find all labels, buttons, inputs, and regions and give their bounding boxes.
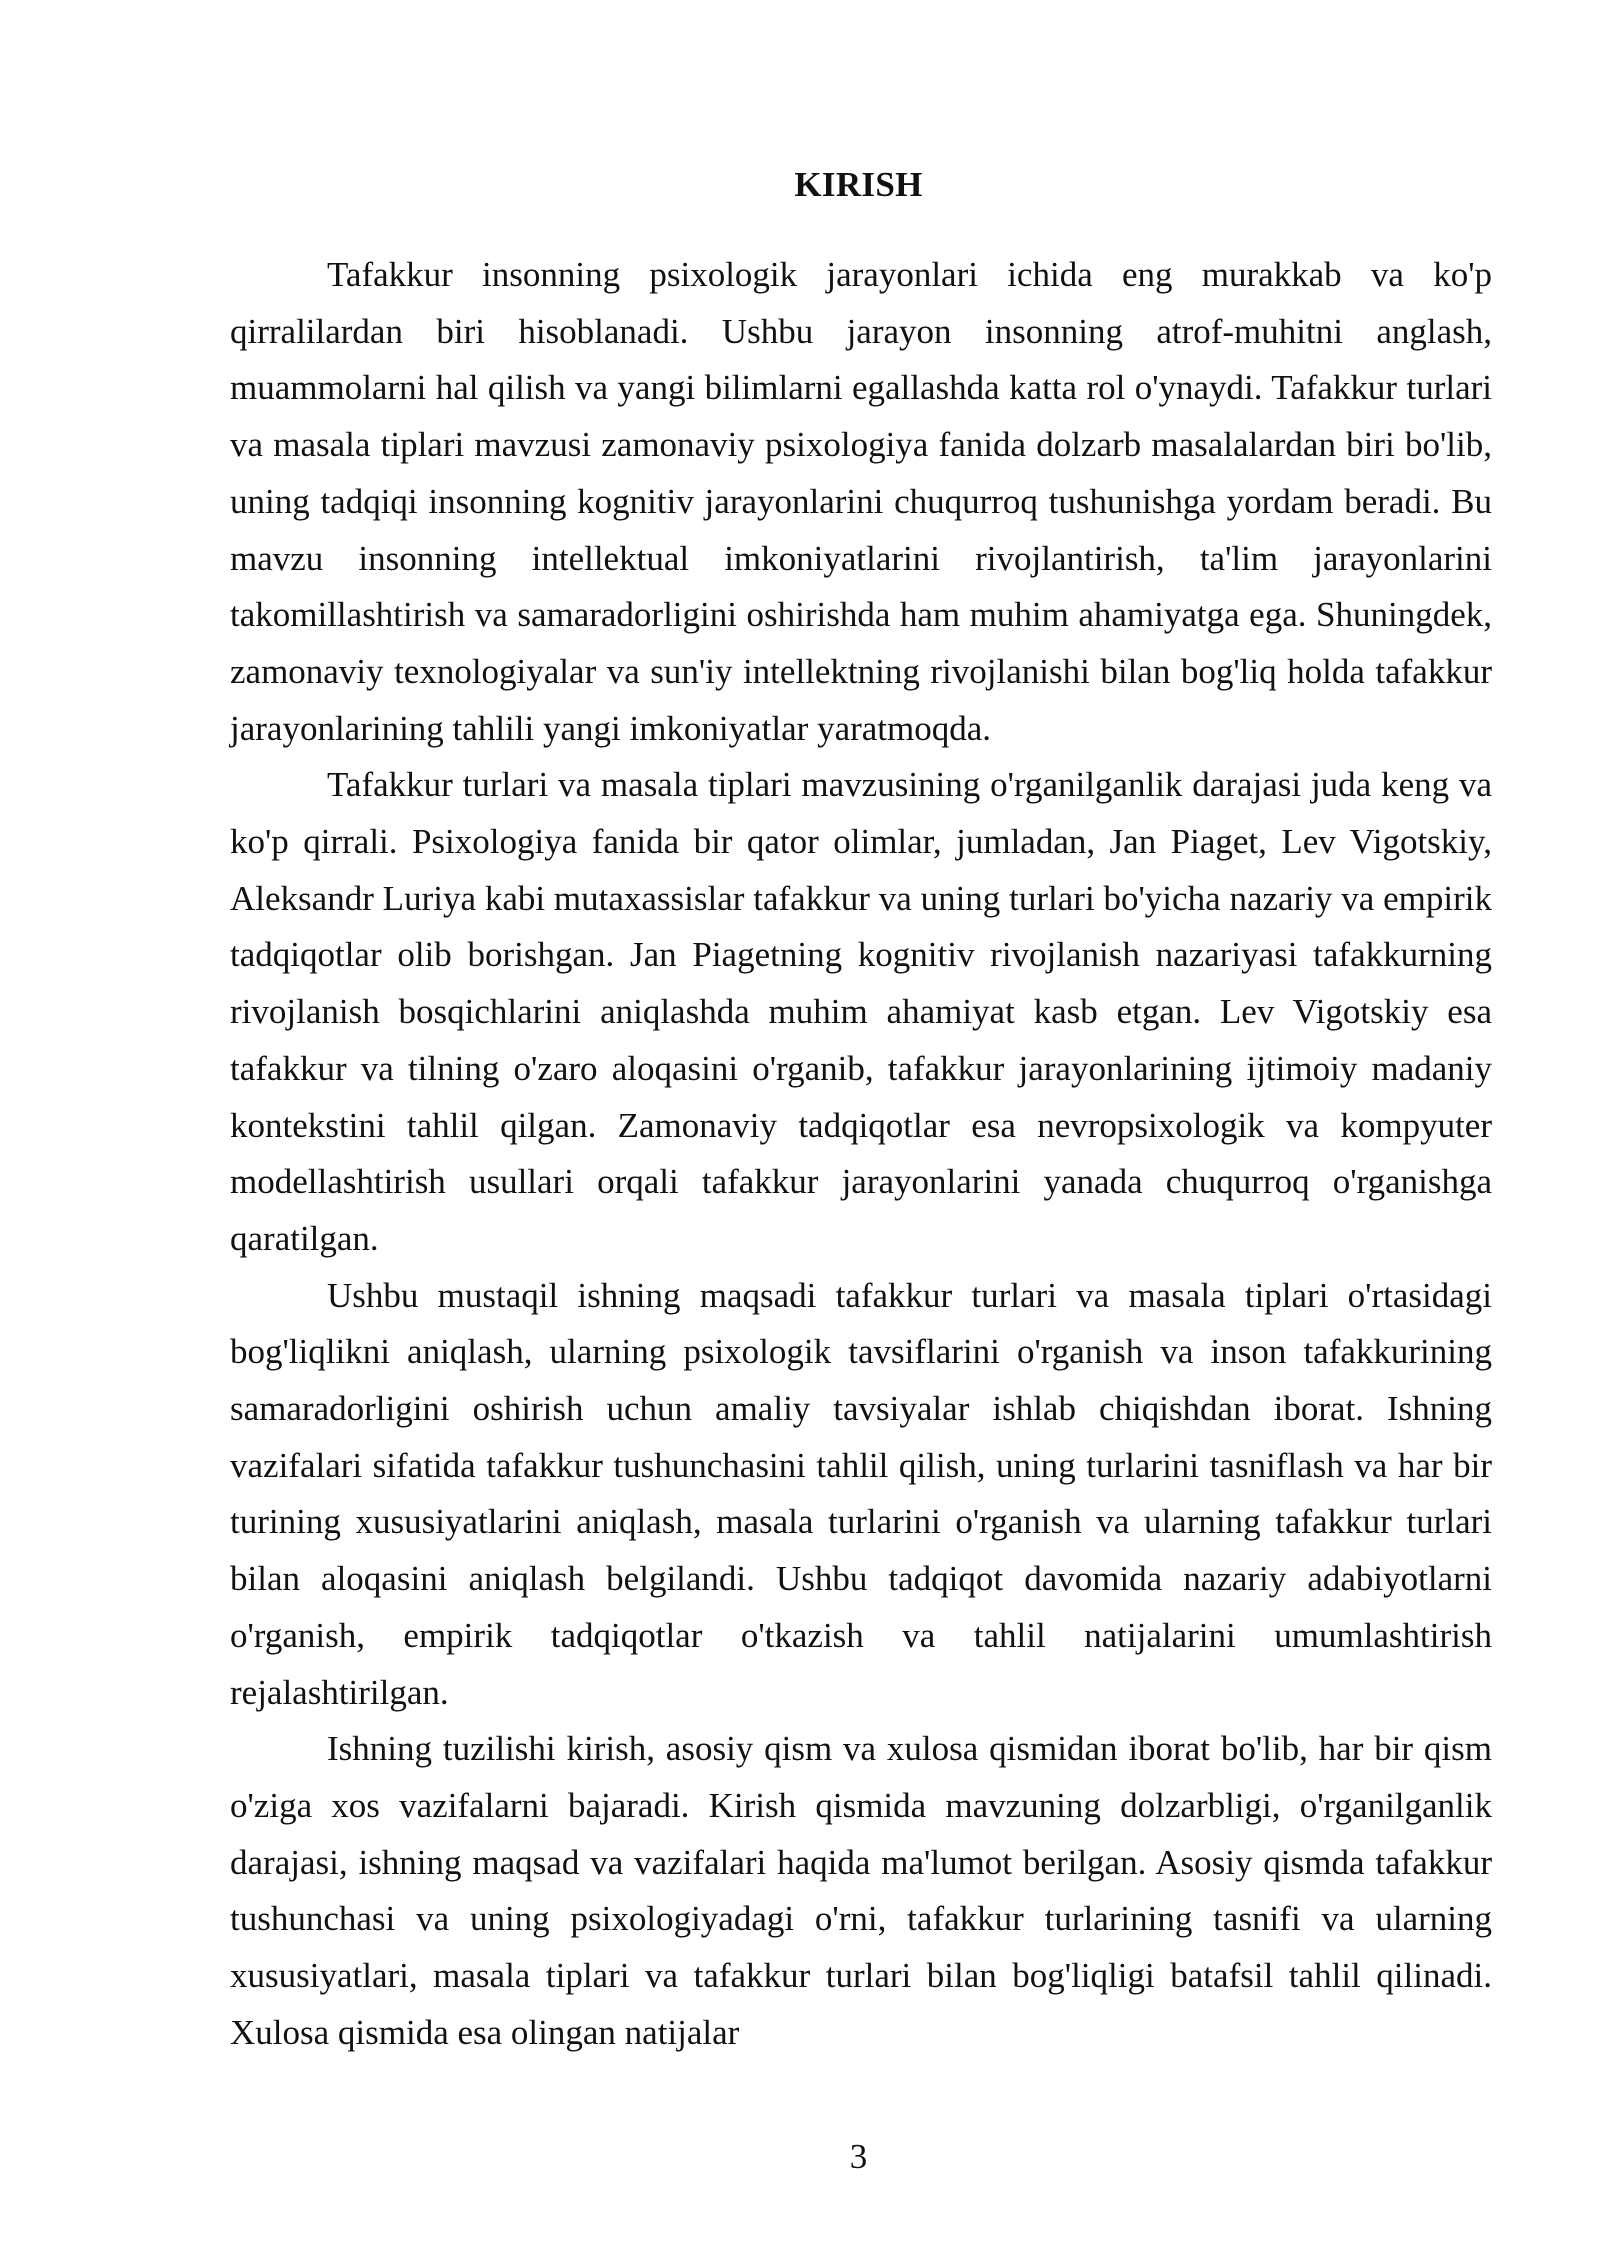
body-text: [230, 247, 1492, 2062]
paragraph-2: Tafakkur turlari va masala tiplari mavzusining o'rganilganlik darajasi juda keng va ko'p qirrali. Psixologiya fanida bir qator olimlar, jumladan, Jan Piaget, Lev Vigotskiy, Aleksandr Luriya kabi mutaxassislar tafakkur va uning turlari bo'yicha nazariy va empirik tadqiqotlar olib borishgan. Jan Piagetning kognitiv rivojlanish nazariyasi tafakkurning rivojlanish bosqichlarini aniqlashda muhim ahamiyat kasb etgan. Lev Vigotskiy esa tafakkur va tilning o'zaro aloqasini o'rganib, tafakkur jarayonlarining ijtimoiy madaniy kontekstini tahlil qilgan. Zamonaviy tadqiqotlar esa nevropsixologik va kompyuter modellashtirish usullari orqali tafakkur jarayonlarini yanada chuqurroq o'rganishga qaratilgan.: [230, 765, 1492, 1258]
paragraph-1: Tafakkur insonning psixologik jarayonlari ichida eng murakkab va ko'p qirralilardan biri hisoblanadi. Ushbu jarayon insonning atrof-muhitni anglash, muammolarni hal qilish va yangi bilimlarni egallashda katta rol o'ynaydi. Tafakkur turlari va masala tiplari mavzusi zamonaviy psixologiya fanida dolzarb masalalardan biri bo'lib, uning tadqiqi insonning kognitiv jarayonlarini chuqurroq tushunishga yordam beradi. Bu mavzu insonning intellektual imkoniyatlarini rivojlantirish, ta'lim jarayonlarini takomillashtirish va samaradorligini oshirishda ham muhim ahamiyatga ega. Shuningdek, zamonaviy texnologiyalar va sun'iy intellektning rivojlanishi bilan bog'liq holda tafakkur jarayonlarining tahlili yangi imkoniyatlar yaratmoqda.: [230, 255, 1492, 748]
paragraph-4: Ishning tuzilishi kirish, asosiy qism va xulosa qismidan iborat bo'lib, har bir qism o'ziga xos vazifalarni bajaradi. Kirish qismida mavzuning dolzarbligi, o'rganilganlik darajasi, ishning maqsad va vazifalari haqida ma'lumot berilgan. Asosiy qismda tafakkur tushunchasi va uning psixologiyadagi o'rni, tafakkur turlarining tasnifi va ularning xususiyatlari, masala tiplari va tafakkur turlari bilan bog'liqligi batafsil tahlil qilinadi. Xulosa qismida esa olingan natijalar: [230, 1729, 1492, 2052]
section-heading: KIRISH: [794, 165, 923, 204]
paragraph-3: Ushbu mustaqil ishning maqsadi tafakkur turlari va masala tiplari o'rtasidagi bog'liqlikni aniqlash, ularning psixologik tavsiflarini o'rganish va inson tafakkurining samaradorligini oshirish uchun amaliy tavsiyalar ishlab chiqishdan iborat. Ishning vazifalari sifatida tafakkur tushunchasini tahlil qilish, uning turlarini tasniflash va har bir turining xususiyatlarini aniqlash, masala turlarini o'rganish va ularning tafakkur turlari bilan aloqasini aniqlash belgilandi. Ushbu tadqiqot davomida nazariy adabiyotlarni o'rganish, empirik tadqiqotlar o'tkazish va tahlil natijalarini umumlashtirish rejalashtirilgan.: [230, 1275, 1492, 1712]
page-number: 3: [849, 2137, 868, 2176]
